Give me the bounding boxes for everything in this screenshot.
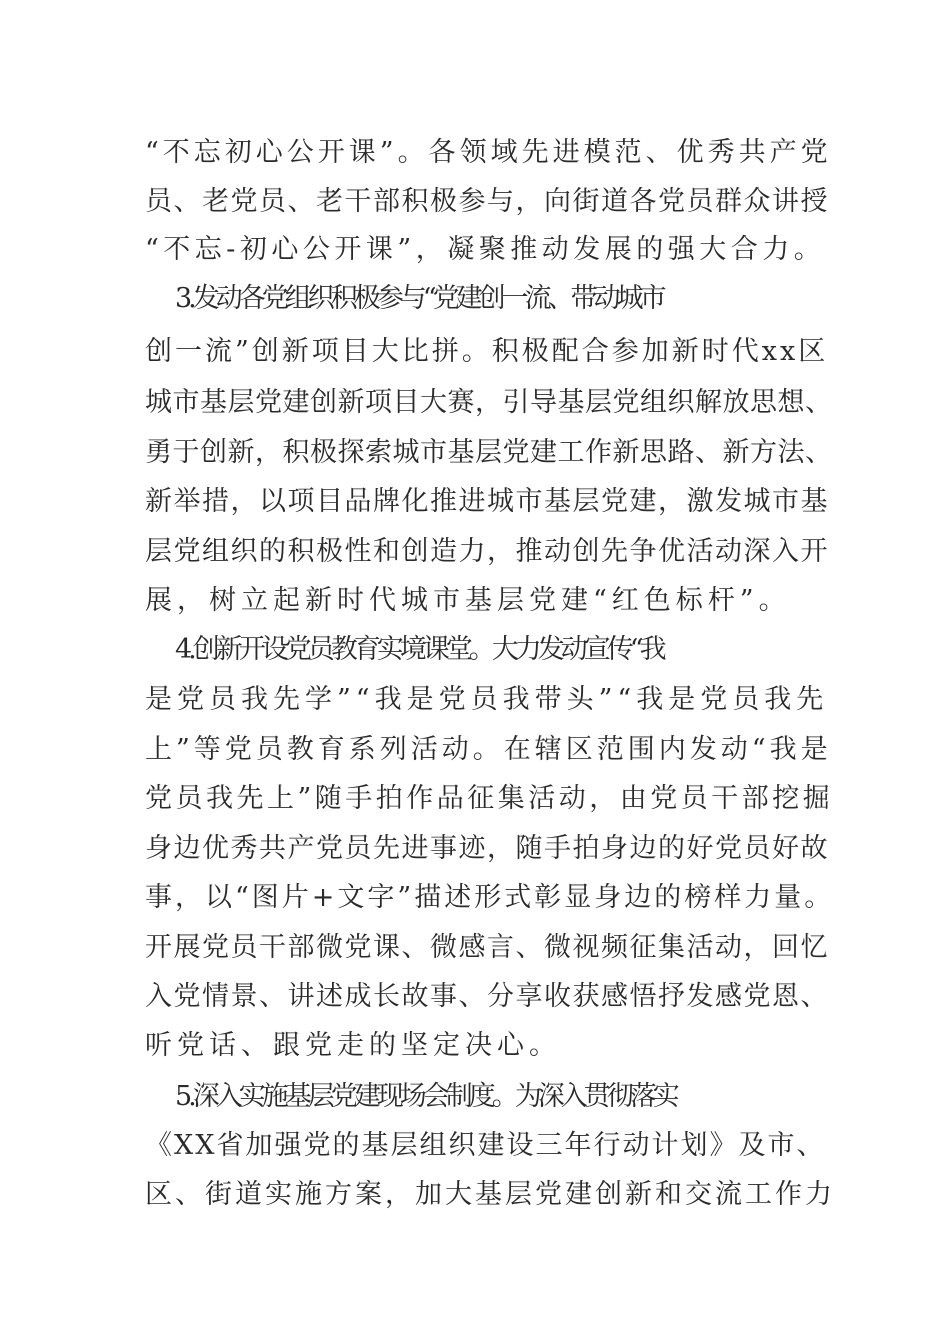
text-line: 开展党员干部微党课、微感言、微视频征集活动，回忆 [145,932,829,963]
text-line: 党员我先上”随手拍作品征集活动，由党员干部挖掘 [145,783,834,814]
text-line: 身边优秀共产党员先进事迹，随手拍身边的好党员好故 [145,833,829,864]
text-line: 入党情景、讲述成长故事、分享收获感悟抒发感党恩、 [145,981,829,1012]
text-line: 听党话、跟党走的坚定决心。 [145,1030,561,1061]
paragraph-5-start: 5.深入实施基层党建现场会制度。为深入贯彻落实 [175,1081,676,1112]
text-line: 员、老党员、老干部积极参与，向街道各党员群众讲授 [145,186,829,217]
text-line: 上”等党员教育系列活动。在辖区范围内发动“我是 [145,734,832,765]
text-line: 区、街道实施方案，加大基层党建创新和交流工作力 [145,1179,835,1210]
paragraph-4-start: 4.创新开设党员教育实境课堂。大力发动宣传“我 [175,634,663,665]
text-line: 勇于创新，积极探索城市基层党建工作新思路、新方法、 [145,437,833,468]
text-line: 《XX省加强党的基层组织建设三年行动计划》及市、 [145,1130,826,1161]
text-line: 事，以“图片+文字”描述形式彰显身边的榜样力量。 [145,882,835,913]
text-line: “不忘-初心公开课”，凝聚推动发展的强大合力。 [145,234,826,265]
text-line: 城市基层党建创新项目大赛，引导基层党组织解放思想、 [145,387,833,418]
text-line: “不忘初心公开课”。各领域先进模范、优秀共产党 [145,137,832,168]
text-line: 层党组织的积极性和创造力，推动创先争优活动深入开 [145,536,829,567]
text-line: 新举措，以项目品牌化推进城市基层党建，激发城市基 [145,486,829,517]
text-line: 是党员我先学”“我是党员我带头”“我是党员我先 [145,684,829,715]
paragraph-3-start: 3.发动各党组织积极参与“党建创一流、带动城市 [175,283,663,314]
text-line: 展，树立起新时代城市基层党建“红色标杆”。 [145,585,791,616]
text-line: 创一流”创新项目大比拼。积极配合参加新时代xx区 [145,336,829,367]
